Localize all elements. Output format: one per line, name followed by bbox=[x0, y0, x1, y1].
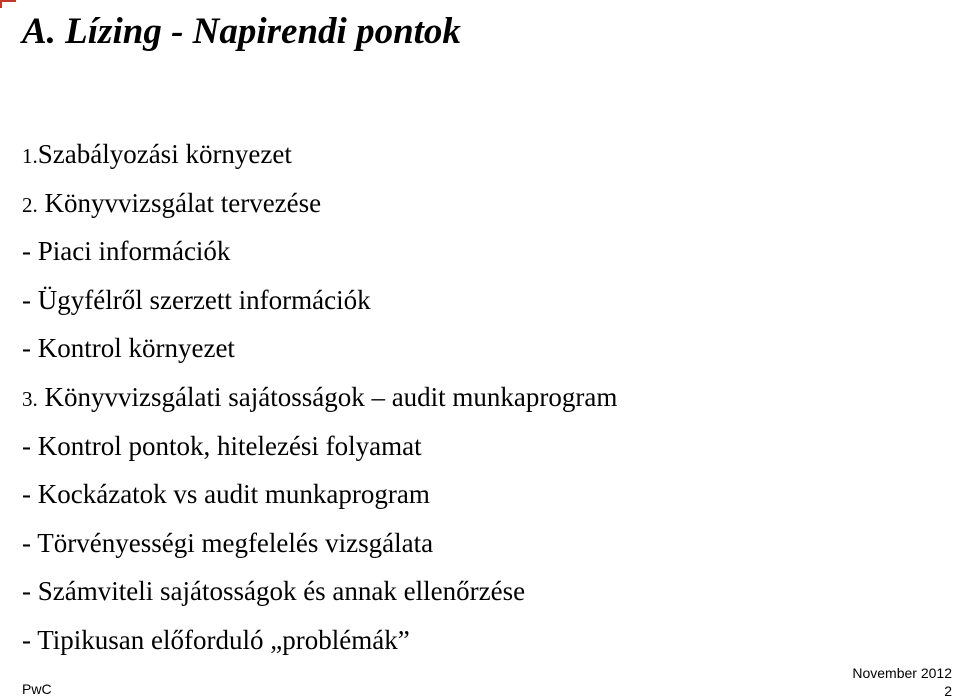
footer-company: PwC bbox=[22, 681, 52, 697]
footer-right bbox=[852, 664, 952, 700]
agenda-item-number: 1. bbox=[22, 144, 38, 168]
agenda-subitem bbox=[22, 620, 617, 669]
agenda-subitem bbox=[22, 426, 617, 475]
agenda-item-number: 3. bbox=[22, 386, 38, 411]
agenda-subitem bbox=[22, 523, 617, 572]
slide-title: A. Lízing - Napirendi pontok bbox=[22, 11, 461, 52]
agenda-subitem bbox=[22, 280, 617, 329]
agenda-item-text: - Törvényességi megfelelés vizsgálata bbox=[22, 527, 434, 558]
agenda-subitem bbox=[22, 231, 617, 280]
page-number: 2 bbox=[944, 683, 952, 699]
agenda-item-text: Könyvvizsgálat tervezése bbox=[37, 187, 322, 218]
agenda-item-text: - Tipikusan előforduló „problémák” bbox=[22, 624, 410, 655]
agenda-subitem bbox=[22, 328, 617, 377]
agenda-item-text: Könyvvizsgálati sajátosságok – audit munkaprogram bbox=[37, 381, 618, 412]
agenda-item bbox=[22, 134, 617, 183]
agenda-item-text: - Számviteli sajátosságok és annak ellenőrzése bbox=[22, 576, 526, 607]
agenda-item bbox=[22, 183, 617, 232]
agenda-item-number: 2. bbox=[22, 192, 38, 217]
agenda-subitem bbox=[22, 474, 617, 523]
agenda-item-text: Szabályozási környezet bbox=[37, 139, 292, 169]
agenda-item bbox=[22, 377, 617, 426]
agenda-item-text: - Kontrol pontok, hitelezési folyamat bbox=[22, 430, 422, 461]
agenda-item-text: - Piaci információk bbox=[22, 236, 231, 267]
corner-mark bbox=[0, 0, 16, 8]
agenda-item-text: - Kockázatok vs audit munkaprogram bbox=[22, 479, 430, 510]
agenda-list bbox=[22, 134, 617, 669]
agenda-subitem bbox=[22, 571, 617, 620]
agenda-item-text: - Ügyfélről szerzett információk bbox=[22, 284, 371, 315]
agenda-item-text: - Kontrol környezet bbox=[22, 333, 235, 364]
footer-date: November 2012 bbox=[852, 665, 952, 681]
